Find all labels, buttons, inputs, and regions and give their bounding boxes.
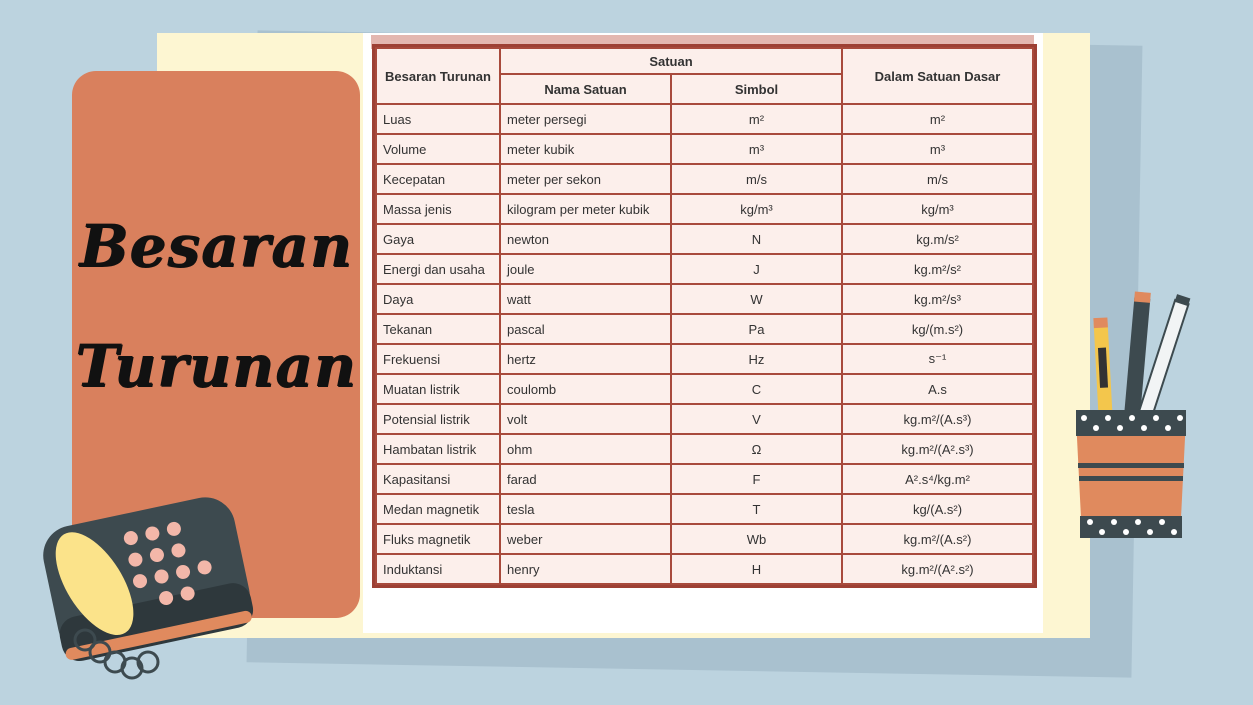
cell-dasar: kg/(A.s²) (842, 494, 1033, 524)
cell-besaran: Fluks magnetik (376, 524, 500, 554)
table-row (376, 344, 1033, 374)
cell-simbol: T (671, 494, 842, 524)
page-title-line-1: Besaran (79, 212, 353, 280)
cell-dasar: m/s (842, 164, 1033, 194)
cell-dasar: kg.m/s² (842, 224, 1033, 254)
table-row (376, 254, 1033, 284)
cell-dasar: kg/(m.s²) (842, 314, 1033, 344)
cell-nama-satuan: farad (500, 464, 671, 494)
table-row (376, 554, 1033, 584)
cell-dasar: kg/m³ (842, 194, 1033, 224)
header-besaran: Besaran Turunan (376, 48, 500, 104)
cell-nama-satuan: meter kubik (500, 134, 671, 164)
cell-simbol: Hz (671, 344, 842, 374)
cell-nama-satuan: meter persegi (500, 104, 671, 134)
cell-simbol: m² (671, 104, 842, 134)
derived-quantities-table (375, 47, 1034, 585)
telephone-icon (40, 490, 260, 690)
table-row (376, 224, 1033, 254)
table-body (376, 104, 1033, 584)
cell-nama-satuan: ohm (500, 434, 671, 464)
header-nama-satuan: Nama Satuan (500, 74, 671, 104)
cell-besaran: Tekanan (376, 314, 500, 344)
cell-dasar: s⁻¹ (842, 344, 1033, 374)
cell-besaran: Luas (376, 104, 500, 134)
cell-besaran: Massa jenis (376, 194, 500, 224)
table-row (376, 314, 1033, 344)
cell-simbol: W (671, 284, 842, 314)
cell-simbol: m³ (671, 134, 842, 164)
cell-besaran: Gaya (376, 224, 500, 254)
cell-dasar: A².s⁴/kg.m² (842, 464, 1033, 494)
cell-dasar: m³ (842, 134, 1033, 164)
cell-besaran: Hambatan listrik (376, 434, 500, 464)
cell-dasar: kg.m²/s² (842, 254, 1033, 284)
cell-dasar: kg.m²/s³ (842, 284, 1033, 314)
cell-dasar: kg.m²/(A.s²) (842, 524, 1033, 554)
cell-besaran: Induktansi (376, 554, 500, 584)
cell-simbol: H (671, 554, 842, 584)
cell-nama-satuan: pascal (500, 314, 671, 344)
cell-besaran: Daya (376, 284, 500, 314)
table-row (376, 284, 1033, 314)
cell-besaran: Muatan listrik (376, 374, 500, 404)
cell-nama-satuan: weber (500, 524, 671, 554)
table-row (376, 524, 1033, 554)
cell-dasar: A.s (842, 374, 1033, 404)
cell-besaran: Kapasitansi (376, 464, 500, 494)
table-row (376, 374, 1033, 404)
table-row (376, 104, 1033, 134)
cell-besaran: Frekuensi (376, 344, 500, 374)
cell-nama-satuan: kilogram per meter kubik (500, 194, 671, 224)
cell-nama-satuan: tesla (500, 494, 671, 524)
cell-simbol: Wb (671, 524, 842, 554)
cell-simbol: J (671, 254, 842, 284)
cell-simbol: Pa (671, 314, 842, 344)
table-row (376, 164, 1033, 194)
cell-besaran: Kecepatan (376, 164, 500, 194)
cell-besaran: Potensial listrik (376, 404, 500, 434)
cell-simbol: N (671, 224, 842, 254)
cell-simbol: m/s (671, 164, 842, 194)
cell-besaran: Energi dan usaha (376, 254, 500, 284)
cell-nama-satuan: meter per sekon (500, 164, 671, 194)
table-row (376, 494, 1033, 524)
header-dasar: Dalam Satuan Dasar (842, 48, 1033, 104)
header-simbol: Simbol (671, 74, 842, 104)
table-row (376, 134, 1033, 164)
cell-nama-satuan: henry (500, 554, 671, 584)
cell-nama-satuan: joule (500, 254, 671, 284)
cell-nama-satuan: newton (500, 224, 671, 254)
cell-simbol: V (671, 404, 842, 434)
cell-besaran: Volume (376, 134, 500, 164)
pencil-cup-icon (1068, 288, 1198, 548)
cell-nama-satuan: volt (500, 404, 671, 434)
header-satuan: Satuan (500, 48, 842, 74)
cell-simbol: kg/m³ (671, 194, 842, 224)
table-row (376, 404, 1033, 434)
table-row (376, 434, 1033, 464)
cell-nama-satuan: coulomb (500, 374, 671, 404)
table-row (376, 464, 1033, 494)
cell-dasar: kg.m²/(A².s²) (842, 554, 1033, 584)
cell-dasar: m² (842, 104, 1033, 134)
cell-nama-satuan: hertz (500, 344, 671, 374)
page-title-line-2: Turunan (75, 332, 357, 400)
cell-dasar: kg.m²/(A.s³) (842, 404, 1033, 434)
cell-simbol: F (671, 464, 842, 494)
cell-nama-satuan: watt (500, 284, 671, 314)
table-row (376, 194, 1033, 224)
cell-besaran: Medan magnetik (376, 494, 500, 524)
cell-simbol: C (671, 374, 842, 404)
cell-simbol: Ω (671, 434, 842, 464)
cell-dasar: kg.m²/(A².s³) (842, 434, 1033, 464)
